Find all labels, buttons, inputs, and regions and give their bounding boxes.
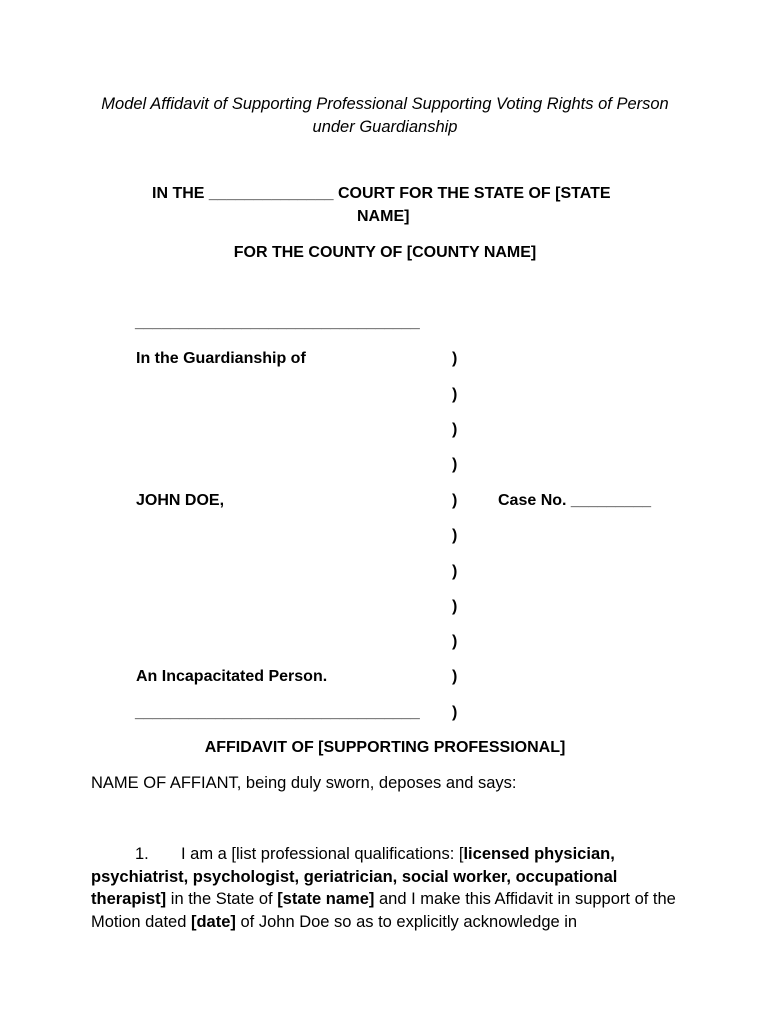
caption-top-rule: ________________________________ [135, 314, 420, 331]
caption-paren: ) [452, 386, 458, 403]
document-title: Model Affidavit of Supporting Professional Supporting Voting Rights of Person under Guardianship [101, 95, 669, 136]
caption-paren: ) [452, 633, 458, 650]
intro-statement: NAME OF AFFIANT, being duly sworn, deposes and says: [91, 774, 517, 792]
incapacitated-person-label: An Incapacitated Person. [136, 668, 328, 685]
caption-paren: ) [452, 421, 458, 438]
paragraph-text: and I make this Affidavit in support of the Motion dated [91, 890, 676, 931]
caption-paren: ) [452, 350, 458, 367]
caption-paren: ) [452, 527, 458, 544]
caption-paren: ) [452, 456, 458, 473]
court-line-2: NAME] [357, 208, 410, 225]
party-name: JOHN DOE, [136, 492, 225, 509]
caption-paren: ) [452, 598, 458, 615]
caption-paren: ) [452, 668, 458, 685]
paragraph-1 [91, 843, 681, 933]
caption-bottom-rule: ________________________________ [135, 704, 420, 721]
paragraph-text: I am a [list professional qualifications: [ [181, 845, 464, 863]
paragraph-text: of John Doe so as to explicitly acknowledge in [235, 912, 578, 931]
court-line-1 [152, 185, 611, 203]
case-number [498, 492, 651, 510]
paragraph-text: in the State of [166, 890, 278, 908]
caption-paren: ) [452, 704, 458, 721]
county-line: FOR THE COUNTY OF [COUNTY NAME] [233, 244, 537, 261]
professional-qualifications: licensed physician, psychiatrist, psychologist, geriatrician, social worker, occupational therapist] [91, 845, 618, 908]
caption-paren: ) [452, 563, 458, 580]
case-number-blank[interactable]: _________ [570, 492, 652, 509]
paragraph-number: 1. [135, 845, 149, 863]
caption-paren: ) [452, 492, 458, 509]
affidavit-heading: AFFIDAVIT OF [SUPPORTING PROFESSIONAL] [204, 739, 566, 756]
state-name-placeholder: [state name] [277, 890, 375, 908]
date-placeholder: [date] [190, 912, 236, 931]
court-state-text: COURT FOR THE STATE OF [STATE [337, 185, 611, 202]
court-name-blank[interactable]: ______________ [208, 185, 334, 202]
guardianship-of-label: In the Guardianship of [136, 350, 306, 367]
case-number-label: Case No. [498, 492, 567, 509]
court-prefix: IN THE [152, 185, 205, 202]
